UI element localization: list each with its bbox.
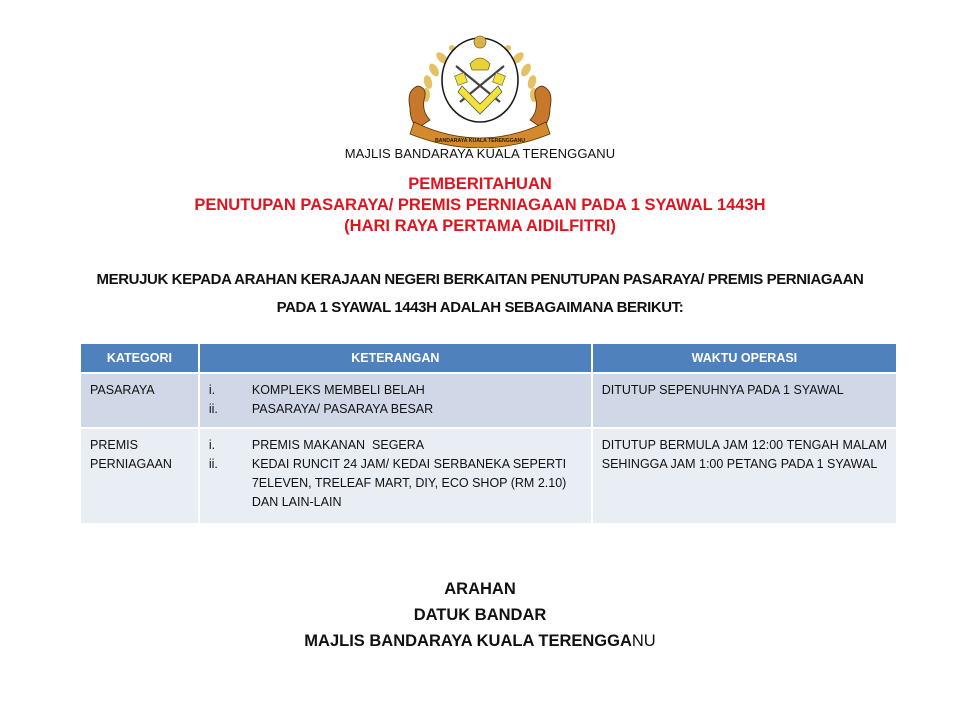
column-header-kategori: KATEGORI: [81, 344, 199, 373]
list-item: [209, 455, 582, 512]
crest-banner-text: BANDARAYA KUALA TERENGGANU: [434, 138, 526, 144]
list-text: PASARAYA/ PASARAYA BESAR: [251, 402, 434, 416]
list-text: PREMIS MAKANAN SEGERA: [251, 438, 425, 452]
signature-org-bold: MAJLIS BANDARAYA KUALA TERENGGA: [304, 632, 632, 650]
cell-waktu-operasi: DITUTUP SEPENUHNYA PADA 1 SYAWAL: [592, 373, 896, 428]
table-row: [81, 428, 896, 523]
column-header-keterangan: KETERANGAN: [199, 344, 592, 373]
organization-name: MAJLIS BANDARAYA KUALA TERENGGANU: [344, 146, 616, 161]
list-text: KEDAI RUNCIT 24 JAM/ KEDAI SERBANEKA SEPERTI 7ELEVEN, TRELEAF MART, DIY, ECO SHOP (RM 2.10) DAN LAIN-LAIN: [251, 457, 567, 509]
cell-kategori: PREMIS PERNIAGAAN: [81, 428, 199, 523]
list-text: KOMPLEKS MEMBELI BELAH: [251, 383, 425, 397]
list-number: ii.: [208, 457, 218, 471]
signature-line-1: ARAHAN: [444, 580, 516, 598]
column-header-waktu-operasi: WAKTU OPERASI: [592, 344, 896, 373]
notice-title-line-1: PEMBERITAHUAN: [408, 175, 552, 193]
cell-waktu-operasi: DITUTUP BERMULA JAM 12:00 TENGAH MALAM SEHINGGA JAM 1:00 PETANG PADA 1 SYAWAL: [592, 428, 896, 523]
signature-org-normal: NU: [631, 632, 656, 650]
notice-intro: [0, 266, 960, 322]
intro-line-1: MERUJUK KEPADA ARAHAN KERAJAAN NEGERI BERKAITAN PENUTUPAN PASARAYA/ PREMIS PERNIAGAAN: [96, 271, 864, 288]
cell-keterangan: [199, 373, 592, 428]
closure-table: [81, 344, 896, 523]
signature-block: [0, 576, 960, 654]
cell-kategori: PASARAYA: [81, 373, 199, 428]
city-council-crest-logo: [404, 30, 556, 148]
list-item: [209, 400, 582, 419]
svg-text:~ ~ ~: ~ ~ ~: [473, 120, 487, 126]
list-number: i.: [208, 438, 216, 452]
list-item: [209, 436, 582, 455]
table-header-row: [81, 344, 896, 373]
list-number: ii.: [208, 402, 218, 416]
notice-title-line-3: (HARI RAYA PERTAMA AIDILFITRI): [344, 217, 616, 235]
notice-title-line-2: PENUTUPAN PASARAYA/ PREMIS PERNIAGAAN PADA 1 SYAWAL 1443H: [194, 196, 766, 214]
list-number: i.: [208, 383, 216, 397]
cell-keterangan: [199, 428, 592, 523]
table-row: [81, 373, 896, 428]
crest-icon: [404, 30, 556, 148]
list-item: [209, 381, 582, 400]
signature-line-3: [0, 628, 960, 654]
intro-line-2: PADA 1 SYAWAL 1443H ADALAH SEBAGAIMANA BERIKUT:: [276, 299, 684, 316]
signature-line-2: DATUK BANDAR: [413, 606, 547, 624]
notice-title: [0, 174, 960, 237]
